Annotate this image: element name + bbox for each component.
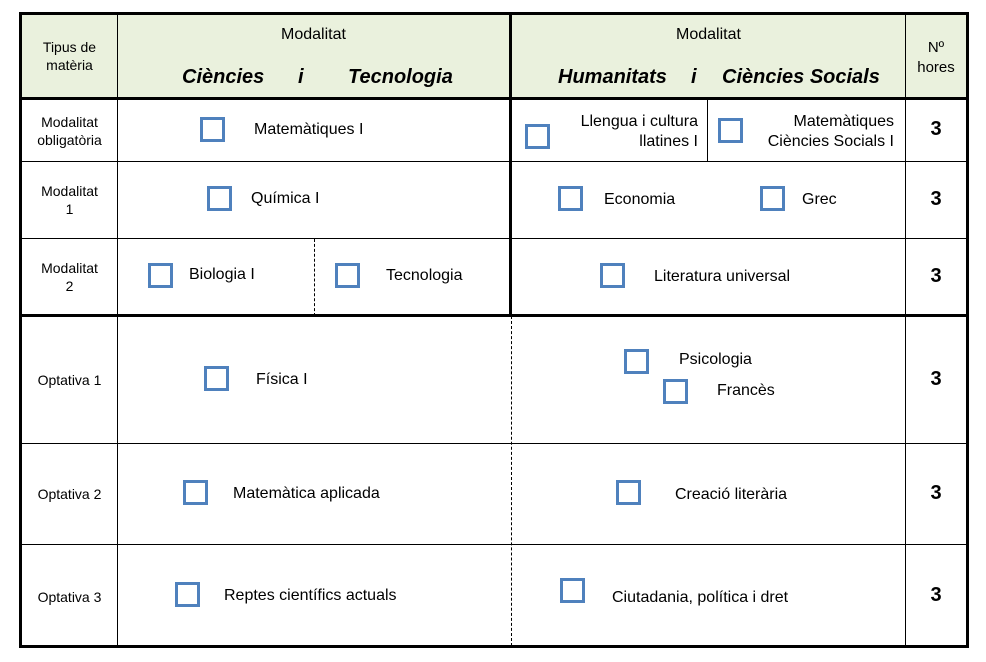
header-i-right: i [691,66,697,88]
header-i-left: i [298,66,304,88]
checkbox-reptes-cientifics-actuals[interactable] [175,582,200,607]
checkbox-tecnologia[interactable] [335,263,360,288]
checkbox-matematiques-i[interactable] [200,117,225,142]
hours-modalitat-2: 3 [930,265,942,287]
checkbox-matematiques-ciencies-socials[interactable] [718,118,743,143]
header-modalitat-right: Modalitat [676,26,741,43]
checkbox-ciutadania-politica-dret[interactable] [560,578,585,603]
border-right [966,12,969,648]
header-hores: Nº hores [917,39,955,76]
row-line-4 [20,443,967,444]
subject-creacio-literaria: Creació literària [675,486,788,503]
checkbox-frances[interactable] [663,379,688,404]
checkbox-matematica-aplicada[interactable] [183,480,208,505]
subject-tecnologia: Tecnologia [386,267,463,284]
col-divider-modalitat2 [314,239,315,316]
subject-reptes-cientifics-actuals: Reptes científics actuals [224,587,397,604]
row-type-optativa-2: Optativa 2 [37,486,102,502]
subject-ciutadania-politica-dret: Ciutadania, política i dret [612,589,789,606]
header-ciencies-socials: Ciències Socials [722,66,880,88]
col-divider-main [509,14,512,316]
border-bottom [19,645,969,648]
hours-optativa-1: 3 [930,368,942,390]
col-divider-type [117,14,118,646]
hours-modalitat-1: 3 [930,188,942,210]
subject-literatura-universal: Literatura universal [654,268,791,285]
checkbox-llengua-cultura-llatines[interactable] [525,124,550,149]
col-divider-hours [905,14,906,646]
row-line-2 [20,238,967,239]
col-divider-obligatoria [707,99,708,161]
row-line-1 [20,161,967,162]
checkbox-creacio-literaria[interactable] [616,480,641,505]
header-tipus: Tipus de matèria [42,39,97,73]
subject-fisica-i: Física I [256,371,308,388]
subject-quimica-i: Química I [251,190,320,207]
subject-frances: Francès [717,382,775,399]
subject-llengua-cultura-llatines: Llengua i cultura llatines I [580,113,698,150]
row-type-obligatoria: Modalitat obligatòria [37,114,102,148]
checkbox-biologia-i[interactable] [148,263,173,288]
subject-economia: Economia [604,191,676,208]
border-left [19,12,22,648]
col-divider-main-dashed [511,316,512,646]
hours-obligatoria: 3 [930,118,942,140]
row-type-modalitat-1: Modalitat 1 [41,183,98,217]
checkbox-psicologia[interactable] [624,349,649,374]
row-type-optativa-1: Optativa 1 [37,372,102,388]
row-type-modalitat-2: Modalitat 2 [41,260,98,294]
row-line-header [20,97,967,100]
hours-optativa-2: 3 [930,482,942,504]
subject-grec: Grec [802,191,837,208]
checkbox-grec[interactable] [760,186,785,211]
header-tecnologia: Tecnologia [348,66,453,88]
row-type-optativa-3: Optativa 3 [37,589,102,605]
border-top [19,12,969,15]
row-line-5 [20,544,967,545]
checkbox-literatura-universal[interactable] [600,263,625,288]
subject-psicologia: Psicologia [679,351,752,368]
subject-matematiques-ciencies-socials: Matemàtiques Ciències Socials I [767,113,894,150]
subject-matematiques-i: Matemàtiques I [254,121,364,138]
subject-biologia-i: Biologia I [189,266,255,283]
header-humanitats: Humanitats [558,66,667,88]
header-modalitat-left: Modalitat [281,26,346,43]
header-ciencies: Ciències [182,66,265,88]
checkbox-quimica-i[interactable] [207,186,232,211]
row-line-3 [20,314,967,317]
subject-matematica-aplicada: Matemàtica aplicada [233,485,380,502]
hours-optativa-3: 3 [930,584,942,606]
checkbox-fisica-i[interactable] [204,366,229,391]
checkbox-economia[interactable] [558,186,583,211]
